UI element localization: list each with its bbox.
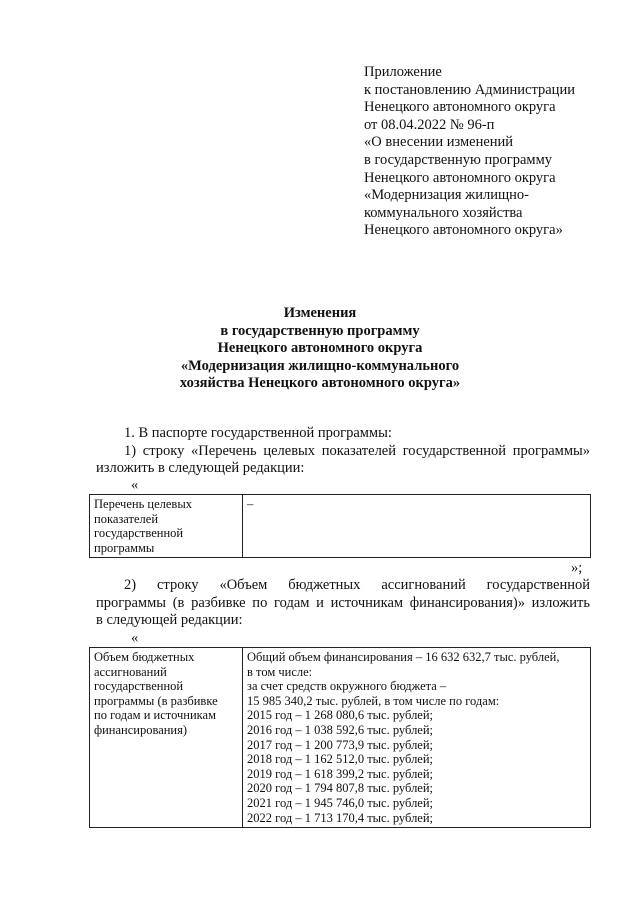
table-label-cell: [90, 648, 243, 828]
title-line: в государственную программу: [220, 322, 420, 339]
appendix-line: в государственную программу: [364, 151, 553, 168]
appendix-line: Ненецкого автономного округа»: [364, 222, 563, 239]
value-line: 2022 год – 1 713 170,4 тыс. рублей;: [247, 810, 434, 825]
value-dash: –: [247, 497, 254, 511]
label-line: программы: [94, 540, 155, 555]
item2-line2: программы (в разбивке по годам и источникам финансирования)» изложить: [96, 594, 590, 611]
value-line: 2019 год – 1 618 399,2 тыс. рублей;: [247, 766, 434, 781]
value-line: в том числе:: [247, 664, 313, 679]
table-row: [90, 495, 591, 558]
item2-block: [96, 577, 590, 630]
item2-line1: 2) строку «Объем бюджетных ассигнований государственной: [124, 577, 590, 593]
title-line: Ненецкого автономного округа: [217, 340, 423, 356]
appendix-line: Ненецкого автономного округа: [364, 169, 556, 186]
label-line: ассигнований: [94, 664, 167, 679]
appendix-line: коммунального хозяйства: [364, 204, 523, 221]
value-line: 2017 год – 1 200 773,9 тыс. рублей;: [247, 737, 434, 752]
appendix-line: «О внесении изменений: [364, 134, 514, 151]
value-line: 2015 год – 1 268 080,6 тыс. рублей;: [247, 708, 434, 723]
value-line: 15 985 340,2 тыс. рублей, в том числе по годам:: [247, 693, 500, 708]
label-line: Перечень целевых: [94, 497, 192, 511]
label-line: показателей: [94, 511, 159, 526]
quote-close-1: »;: [571, 560, 583, 576]
title-line: «Модернизация жилищно-коммунального: [180, 357, 460, 374]
item1-line1: 1) строку «Перечень целевых показателей государственной программы»: [124, 442, 590, 459]
table-value-cell: [243, 495, 591, 558]
value-line: за счет средств окружного бюджета –: [247, 679, 447, 694]
value-line: 2016 год – 1 038 592,6 тыс. рублей;: [247, 722, 434, 737]
label-line: программы (в разбивке: [94, 693, 218, 708]
appendix-line: Ненецкого автономного округа: [364, 99, 556, 116]
label-line: финансирования): [94, 722, 188, 737]
label-line: по годам и источникам: [94, 708, 216, 723]
table-row: [90, 648, 591, 828]
appendix-line: к постановлению Администрации: [364, 81, 575, 98]
value-line: Общий объем финансирования – 16 632 632,7 тыс. рублей,: [247, 650, 560, 664]
document-title: [0, 305, 640, 393]
appendix-line: «Модернизация жилищно-: [364, 187, 529, 204]
quote-open-2: «: [131, 630, 139, 646]
section1-heading: 1. В паспорте государственной программы:: [124, 425, 392, 441]
table-value-cell: [243, 648, 591, 828]
appendix-line: Приложение: [364, 64, 442, 80]
item1-line2: изложить в следующей редакции:: [96, 460, 305, 476]
table-label-cell: [90, 495, 243, 558]
budget-allocation-table: [89, 647, 591, 828]
appendix-line: от 08.04.2022 № 96-п: [364, 116, 495, 133]
value-line: 2018 год – 1 162 512,0 тыс. рублей;: [247, 752, 434, 767]
item2-line3: в следующей редакции:: [96, 612, 243, 628]
value-line: 2021 год – 1 945 746,0 тыс. рублей;: [247, 795, 434, 810]
label-line: государственной: [94, 679, 184, 694]
label-line: государственной: [94, 526, 184, 541]
value-line: 2020 год – 1 794 807,8 тыс. рублей;: [247, 781, 434, 796]
target-indicators-table: [89, 494, 591, 558]
title-line: хозяйства Ненецкого автономного округа»: [179, 375, 461, 391]
section1-block: [96, 425, 590, 478]
quote-open-1: «: [131, 477, 139, 493]
appendix-header: [364, 64, 624, 240]
label-line: Объем бюджетных: [94, 650, 195, 664]
title-line: Изменения: [283, 305, 357, 321]
